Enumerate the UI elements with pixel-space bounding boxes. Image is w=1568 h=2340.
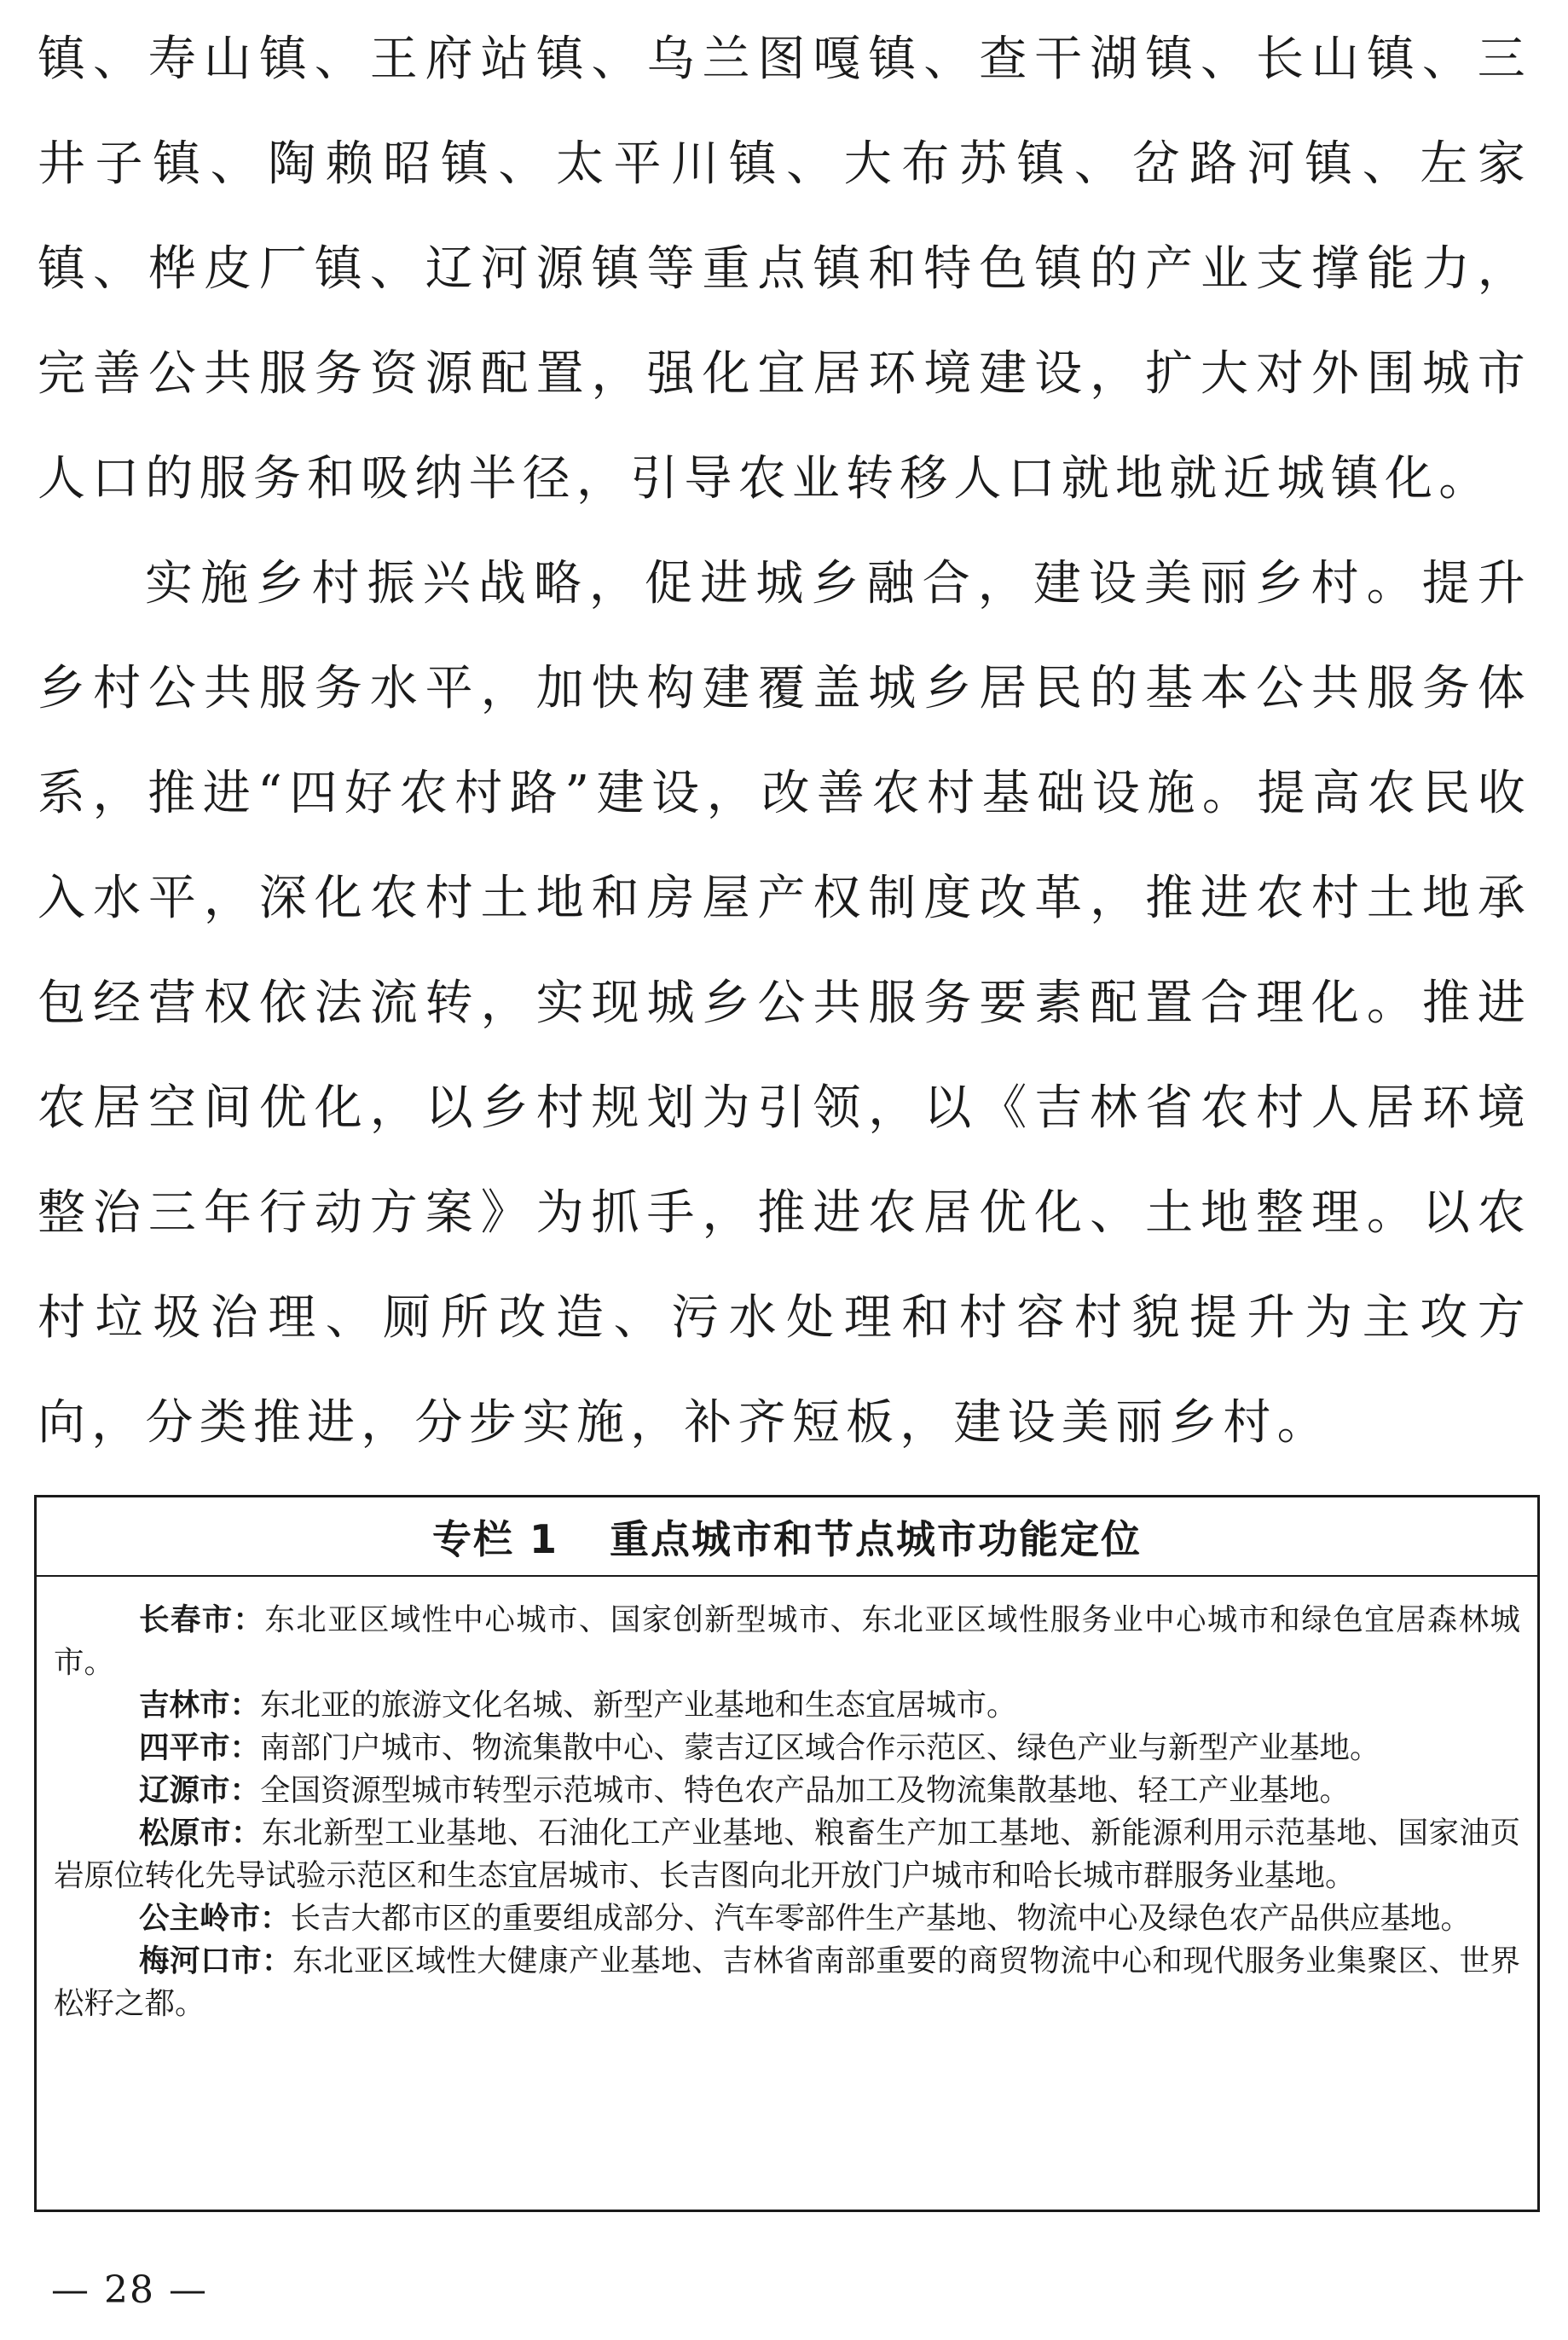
city-entry [54,1684,1520,1727]
paragraph-continuation: 镇、寿山镇、王府站镇、乌兰图嘎镇、查干湖镇、长山镇、三井子镇、陶赖昭镇、太平川镇、大布苏镇、岔路河镇、左家镇、桦皮厂镇、辽河源镇等重点镇和特色镇的产业支撑能力，完善公共服务资源配置，强化宜居环境建设，扩大对外围城市人口的服务和吸纳半径，引导农业转移人口就地就近城镇化。 [38,32,1531,507]
city-description: 南部门户城市、物流集散中心、蒙吉辽区域合作示范区、绿色产业与新型产业基地。 [260,1730,1380,1765]
city-description: 全国资源型城市转型示范城市、特色农产品加工及物流集散基地、轻工产业基地。 [260,1773,1351,1808]
city-entry [54,1727,1520,1769]
city-entry [54,1812,1520,1897]
city-name: 四平市： [139,1730,261,1765]
city-entry [54,1769,1520,1812]
city-description: 东北新型工业基地、石油化工产业基地、粮畜生产加工基地、新能源利用示范基地、国家油页岩原位转化先导试验示范区和生态宜居城市、长吉图向北开放门户城市和哈长城市群服务业基地。 [54,1816,1520,1893]
city-description: 长吉大都市区的重要组成部分、汽车零部件生产基地、物流中心及绿色农产品供应基地。 [290,1901,1472,1936]
column-box [34,1495,1540,2212]
page-number: — 28 — [51,2268,208,2312]
body-text [38,7,1531,1475]
city-entry [54,1940,1520,2025]
city-entry [54,1897,1520,1940]
city-description: 东北亚区域性大健康产业基地、吉林省南部重要的商贸物流中心和现代服务业集聚区、世界松籽之都。 [54,1943,1520,2021]
city-name: 长春市： [139,1602,265,1637]
city-description: 东北亚的旅游文化名城、新型产业基地和生态宜居城市。 [260,1688,1017,1723]
city-description: 东北亚区域性中心城市、国家创新型城市、东北亚区域性服务业中心城市和绿色宜居森林城市。 [54,1602,1520,1680]
column-box-label: 专栏 1 [431,1515,559,1562]
city-name: 梅河口市： [139,1943,293,1978]
paragraph-rural-revitalization: 实施乡村振兴战略，促进城乡融合，建设美丽乡村。提升乡村公共服务水平，加快构建覆盖城乡居民的基本公共服务体系，推进“四好农村路”建设，改善农村基础设施。提高农民收入水平，深化农村土地和房屋产权制度改革，推进农村土地承包经营权依法流转，实现城乡公共服务要素配置合理化。推进农居空间优化，以乡村规划为引领，以《吉林省农村人居环境整治三年行动方案》为抓手，推进农居优化、土地整理。以农村垃圾治理、厕所改造、污水处理和村容村貌提升为主攻方向，分类推进，分步实施，补齐短板，建设美丽乡村。 [38,556,1531,1451]
city-entry [54,1599,1520,1684]
city-name: 松原市： [139,1816,263,1851]
document-page [38,7,1531,1475]
city-name: 吉林市： [139,1688,261,1723]
city-name: 公主岭市： [139,1901,291,1936]
column-box-title [37,1497,1537,1577]
city-name: 辽源市： [139,1773,261,1808]
column-box-body [37,1577,1537,2025]
column-box-heading: 重点城市和节点城市功能定位 [610,1515,1143,1562]
